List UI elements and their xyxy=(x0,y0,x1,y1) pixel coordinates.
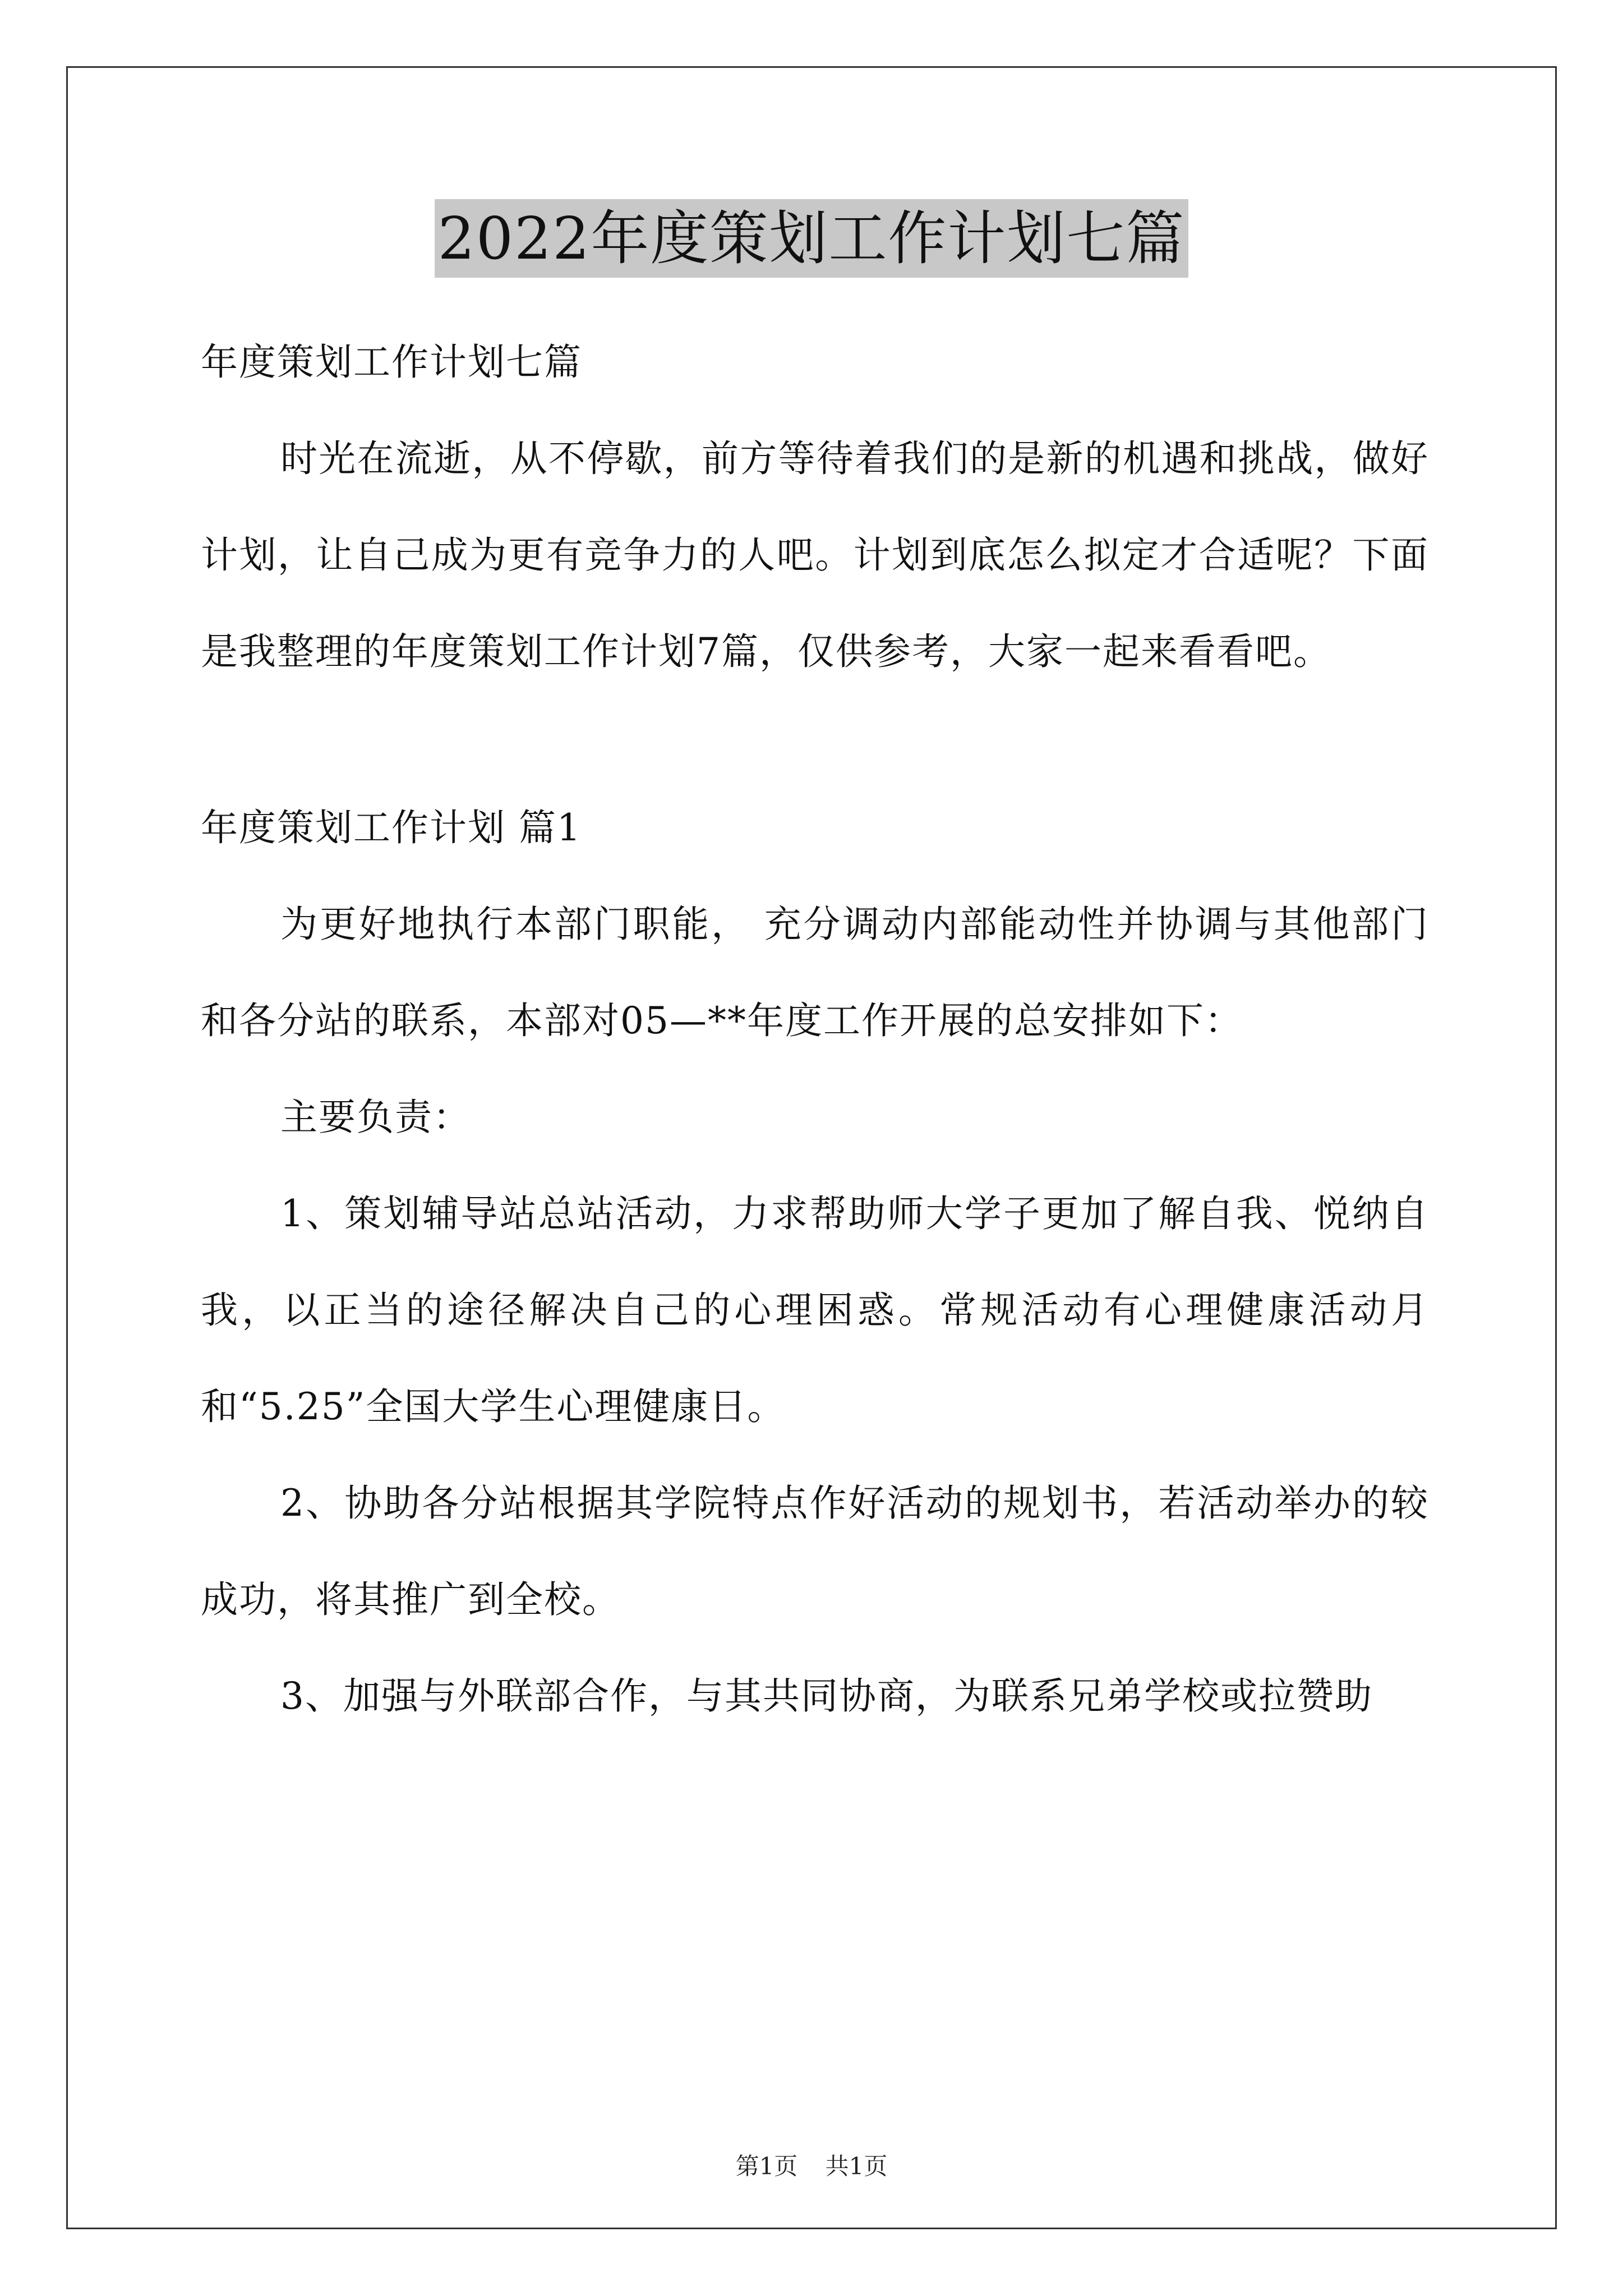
subtitle: 年度策划工作计划七篇 xyxy=(201,341,582,384)
page-number-total: 共1页 xyxy=(825,2152,888,2180)
section-gap xyxy=(201,700,1429,780)
body-paragraph: 2、协助各分站根据其学院特点作好活动的规划书，若活动举办的较成功，将其推广到全校。 xyxy=(201,1481,1429,1621)
document-body xyxy=(201,314,1429,1745)
body-paragraph: 主要负责： xyxy=(280,1096,471,1139)
intro-paragraph: 时光在流逝，从不停歇，前方等待着我们的是新的机遇和挑战，做好计划，让自己成为更有竞争力的人吧。计划到底怎么拟定才合适呢？下面是我整理的年度策划工作计划7篇，仅供参考，大家一起来看看吧。 xyxy=(201,437,1429,673)
document-title: 2022年度策划工作计划七篇 xyxy=(435,199,1189,278)
body-paragraph: 3、加强与外联部合作，与其共同协商，为联系兄弟学校或拉赞助 xyxy=(280,1674,1373,1718)
body-paragraph: 为更好地执行本部门职能， 充分调动内部能动性并协调与其他部门和各分站的联系，本部对05—**年度工作开展的总安排如下： xyxy=(201,903,1429,1042)
body-paragraph: 1、策划辅导站总站活动，力求帮助师大学子更加了解自我、悦纳自我，以正当的途径解决自己的心理困惑。常规活动有心理健康活动月和“5.25”全国大学生心理健康日。 xyxy=(201,1192,1429,1428)
page-footer xyxy=(0,2150,1623,2183)
title-container xyxy=(0,199,1623,278)
page-number-current: 第1页 xyxy=(735,2152,798,2180)
section-heading: 年度策划工作计划 篇1 xyxy=(201,806,582,849)
